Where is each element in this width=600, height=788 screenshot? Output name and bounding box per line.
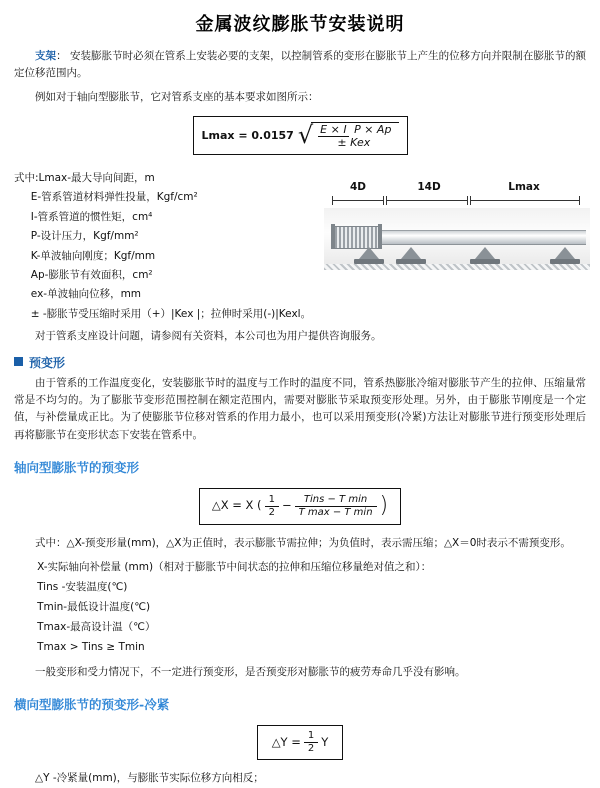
- frac-numerator: 1: [304, 730, 318, 743]
- lmax-formula: [193, 116, 408, 155]
- dimension-labels: [324, 181, 590, 193]
- bellows-expansion-joint: [334, 226, 380, 249]
- dimension-label: Lmax: [508, 180, 540, 193]
- legend-item: K-单波轴向刚度；Kgf/mm: [30, 249, 156, 262]
- legend-item: ± -膨胀节受压缩时采用（+）|Kex |；拉伸时采用(-)|Kexl。: [30, 307, 312, 320]
- lateral-formula-note: △Y -冷紧量(mm)，与膨胀节实际位移方向相反；: [35, 772, 264, 785]
- axial-footer-note: 一般变形和受力情况下，不一定进行预变形，是否预变形对膨胀节的疲劳寿命几乎没有影响。: [35, 665, 466, 678]
- axial-formula-lhs: △X = X (: [211, 498, 262, 513]
- axial-formula-note: 式中：△X-预变形量(mm)，△X为正值时，表示膨胀节需拉伸；为负值时，表示需压缩；△X＝0时表示不需预变形。: [35, 536, 571, 549]
- lmax-fraction: [311, 122, 398, 149]
- pipe-support-diagram: [324, 181, 590, 281]
- dimension-label: 14D: [417, 180, 441, 193]
- lateral-formula-rhs: Y: [321, 734, 329, 749]
- dimension-lines: [324, 196, 590, 206]
- pipe-support: [396, 247, 426, 264]
- frac-numerator: 1: [265, 494, 279, 507]
- definition-item: Tmax-最高设计温（℃）: [37, 621, 156, 633]
- definition-item: Tins -安装温度(℃): [37, 581, 128, 594]
- blue-square-icon: [14, 357, 23, 366]
- drawing-column: [324, 163, 590, 281]
- support-paragraph-1: 支架： 安装膨胀节时必须在管系上安装必要的支架，以控制管系的变形在膨胀节上产生的位移方向并限制在膨胀节的额定位移范围内。: [14, 50, 587, 80]
- legend-column: [14, 163, 324, 324]
- legend-item: P-设计压力，Kgf/mm²: [30, 230, 139, 243]
- definition-item: Tmin-最低设计温度(℃): [37, 601, 151, 614]
- frac-denominator: 2: [268, 506, 275, 518]
- sqrt-group: [298, 122, 399, 149]
- frac-denominator: T max − T min: [298, 506, 373, 518]
- lmax-numerator: E × I: [320, 122, 347, 136]
- definition-item: X-实际轴向补偿量 (mm)（相对于膨胀节中间状态的拉伸和压缩位移量绝对值之和）：: [37, 561, 432, 574]
- frac-denominator: 2: [307, 743, 315, 755]
- definition-item: Tmax > Tins ≥ Tmin: [37, 640, 145, 653]
- axial-formula-rhs: ): [379, 493, 389, 519]
- axial-predeform-heading: 轴向型膨胀节的预变形: [14, 459, 140, 475]
- legend-item: 式中:Lmax-最大导向间距，m: [14, 171, 155, 184]
- document-page: [0, 10, 600, 788]
- radical-icon: √: [297, 121, 314, 150]
- frac-numerator: Tins − T min: [295, 494, 377, 507]
- legend-item: Ap-膨胀节有效面积，cm²: [30, 269, 153, 282]
- lateral-formula-lhs: △Y =: [271, 734, 301, 749]
- flange: [331, 224, 335, 249]
- legend-item: ex-单波轴向位移，mm: [30, 288, 142, 301]
- legend-item: I-管系管道的惯性矩，cm⁴: [30, 210, 153, 223]
- page-title: 金属波纹膨胀节安装说明: [195, 14, 405, 35]
- axial-predeform-formula: [199, 488, 401, 525]
- axial-formula-frac2: [295, 494, 377, 519]
- axial-definitions: [14, 558, 586, 658]
- axial-formula-frac1: [265, 494, 279, 519]
- ground-hatching: [324, 264, 590, 270]
- lateral-predeform-heading: 横向型膨胀节的预变形-冷紧: [14, 697, 170, 713]
- support-closing-paragraph: 对于管系支座设计问题，请参阅有关资料，本公司也为用户提供咨询服务。: [35, 330, 382, 343]
- legend-and-drawing: [14, 163, 586, 324]
- predeform-paragraph-1: 由于管系的工作温度变化，安装膨胀节时的温度与工作时的温度不同，管系热膨胀冷缩对膨胀节产生的拉伸、压缩量常常是不均匀的。为了膨胀节变形范围控制在额定范围内，需要对膨胀节采取预变形处理。另外，由于膨胀节刚度是一个定值，与补偿量成正比。为了使膨胀节位移对管系的作用力最小，也可以采用预变形(冷紧)方法让对膨胀节进行预变形处理后再将膨胀节在变形状态下安装在管系中。: [14, 376, 586, 441]
- lmax-formula-lhs: Lmax = 0.0157: [201, 128, 294, 142]
- legend-list: [14, 169, 324, 324]
- lateral-predeform-formula: [257, 725, 344, 760]
- lmax-denominator: P × Ap ± Kex: [337, 122, 392, 149]
- pipe-illustration: [324, 208, 590, 270]
- lateral-formula-frac: [304, 730, 318, 755]
- support-paragraph-2: 例如对于轴向型膨胀节，它对管系支座的基本要求如图所示：: [35, 90, 319, 103]
- support-heading: 支架: [35, 50, 57, 62]
- pipe-support: [470, 247, 500, 264]
- lateral-formula-wrapper: [14, 725, 586, 760]
- legend-item: E-管系管道材料弹性投量，Kgf/cm²: [30, 191, 198, 204]
- flange: [378, 224, 382, 249]
- predeform-heading: 预变形: [14, 354, 586, 371]
- pipe-support: [550, 247, 580, 264]
- axial-formula-wrapper: [14, 488, 586, 525]
- pipe-support: [354, 247, 384, 264]
- support-p1-text: 安装膨胀节时必须在管系上安装必要的支架，以控制管系的变形在膨胀节上产生的位移方向并限制在膨胀节的额定位移范围内。: [14, 50, 587, 80]
- dimension-label: 4D: [349, 180, 367, 193]
- axial-formula-minus: −: [281, 498, 292, 513]
